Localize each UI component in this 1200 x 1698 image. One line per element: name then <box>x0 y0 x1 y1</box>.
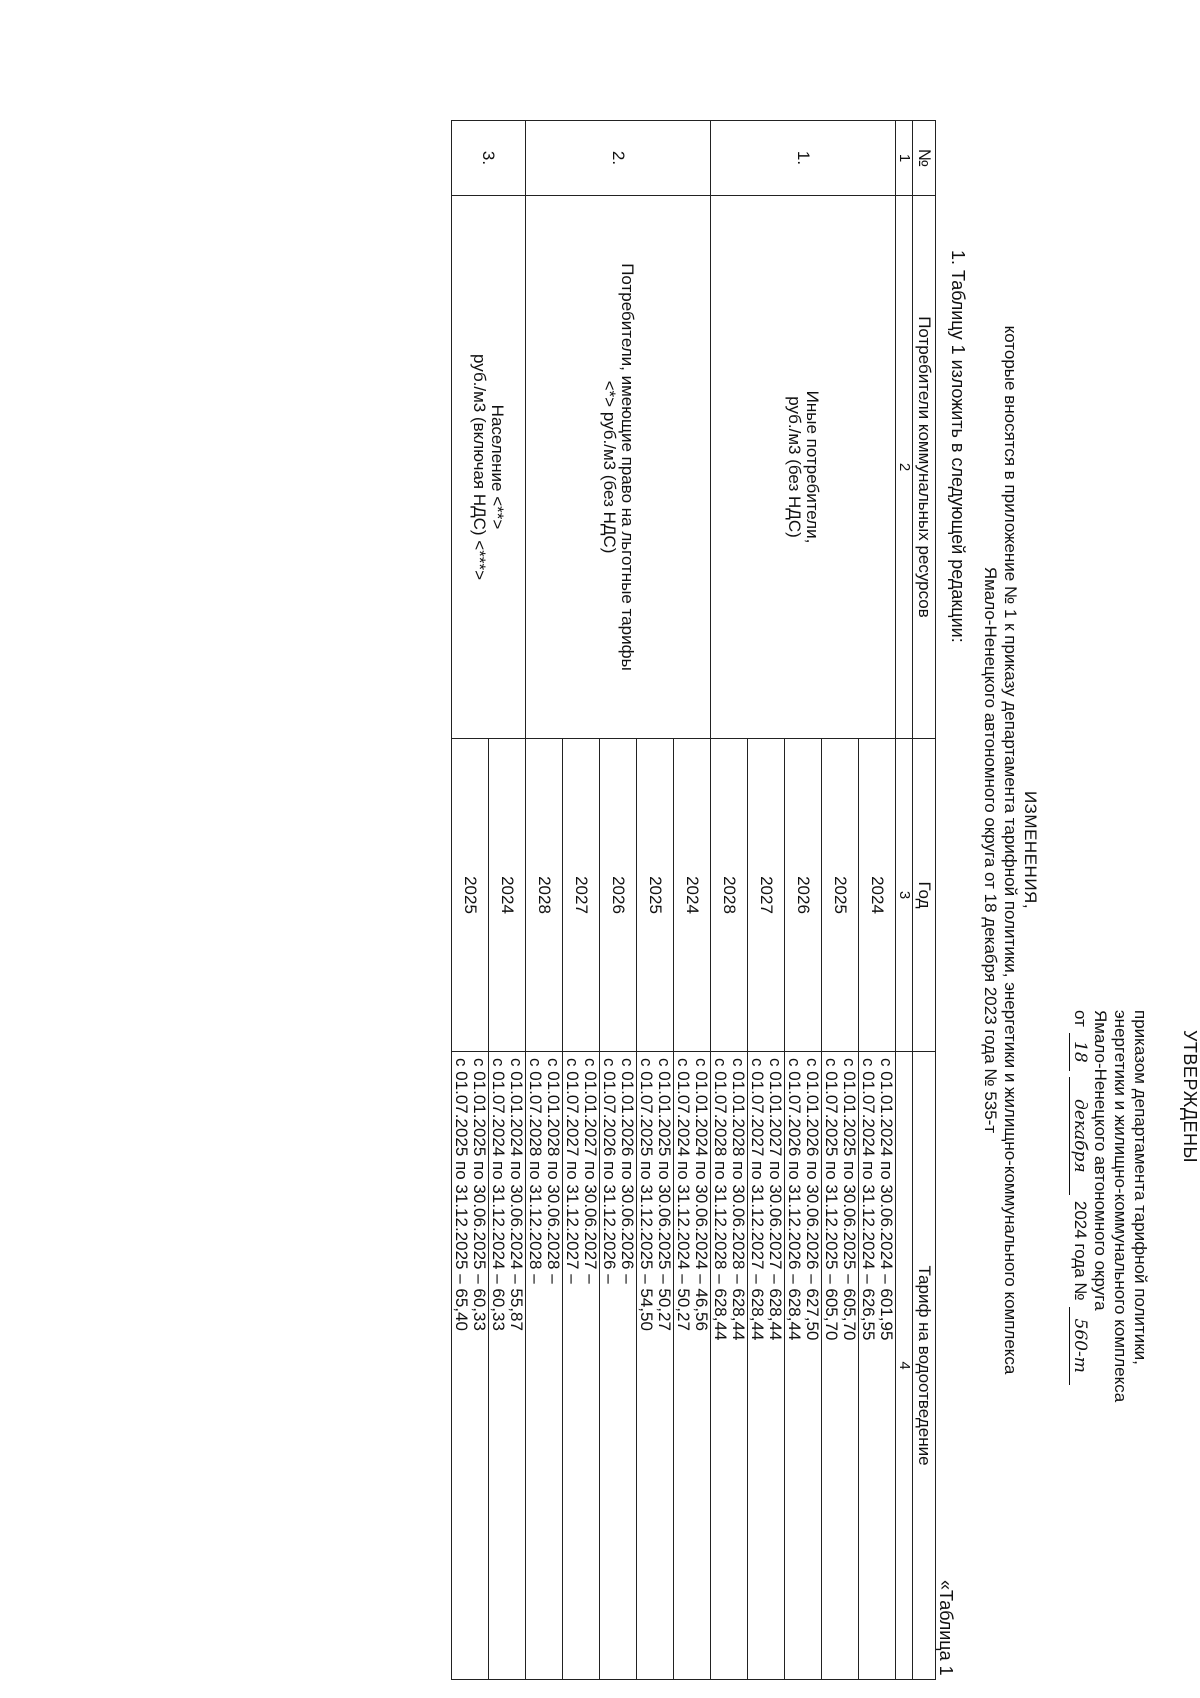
table-caption: «Таблица 1 <box>936 1580 956 1676</box>
tariff-first-half: с 01.01.2025 по 30.06.2025 – 605,70 <box>840 1058 859 1341</box>
tariff-first-half: с 01.01.2027 по 30.06.2027 – <box>581 1058 600 1284</box>
index-3: 3 <box>896 739 913 1052</box>
tariff-cell <box>600 1052 637 1680</box>
instruction-text: 1. Таблицу 1 изложить в следующей редакции: <box>948 250 968 643</box>
table-row <box>489 121 526 1680</box>
tariff-first-half: с 01.01.2028 по 30.06.2028 – 628,44 <box>729 1058 748 1341</box>
year-cell: 2025 <box>637 739 674 1052</box>
index-4: 4 <box>896 1052 913 1680</box>
tariff-cell <box>526 1052 563 1680</box>
consumer-line-2: <*> руб./м3 (без НДС) <box>600 380 619 554</box>
tariff-second-half: с 01.07.2027 по 31.12.2027 – 628,44 <box>748 1058 767 1341</box>
year-cell: 2025 <box>822 739 859 1052</box>
document-title-line-2: Ямало-Ненецкого автономного округа от 18 декабря 2023 года № 535-т <box>981 566 1000 1134</box>
approval-day-handwritten: 18 <box>1069 1033 1090 1071</box>
tariff-cell <box>637 1052 674 1680</box>
consumer-cell <box>526 196 711 739</box>
year-cell: 2027 <box>563 739 600 1052</box>
tariff-cell <box>563 1052 600 1680</box>
document-title-line-1: которые вносятся в приложение № 1 к приказу департамента тарифной политики, энергетики и жилищно-коммунального комплекса <box>1001 325 1020 1375</box>
year-cell: 2028 <box>526 739 563 1052</box>
tariff-first-half: с 01.01.2028 по 30.06.2028 – <box>544 1058 563 1284</box>
consumer-line-1: Население <**> <box>488 404 508 530</box>
tariff-second-half: с 01.07.2024 по 31.12.2024 – 50,27 <box>674 1058 693 1331</box>
index-2: 2 <box>896 196 913 739</box>
consumer-line-2: руб./м3 (без НДС) <box>785 396 804 538</box>
approval-line-1: приказом департамента тарифной политики, <box>1131 1010 1150 1365</box>
tariff-cell <box>822 1052 859 1680</box>
year-cell: 2026 <box>785 739 822 1052</box>
tariff-cell <box>674 1052 711 1680</box>
header-year: Год <box>913 739 936 1052</box>
header-tariff: Тариф на водоотведение <box>913 1052 936 1680</box>
tariff-second-half: с 01.07.2024 по 31.12.2024 – 626,55 <box>859 1058 878 1341</box>
row-number: 3. <box>452 121 526 196</box>
year-cell: 2027 <box>748 739 785 1052</box>
year-cell: 2024 <box>674 739 711 1052</box>
index-1: 1 <box>896 121 913 196</box>
approval-block <box>1069 1010 1170 1570</box>
approval-date-line <box>1069 1010 1090 1570</box>
tariff-first-half: с 01.01.2027 по 30.06.2027 – 628,44 <box>766 1058 785 1341</box>
tariff-first-half: с 01.01.2025 по 30.06.2025 – 50,27 <box>655 1058 674 1331</box>
year-cell: 2024 <box>489 739 526 1052</box>
header-consumer: Потребители коммунальных ресурсов <box>913 196 936 739</box>
tariff-cell <box>452 1052 489 1680</box>
document-title-block <box>980 80 1040 1620</box>
consumer-cell <box>711 196 896 739</box>
tariff-second-half: с 01.07.2025 по 31.12.2025 – 54,50 <box>637 1058 656 1331</box>
tariff-first-half: с 01.01.2024 по 30.06.2024 – 55,87 <box>507 1058 526 1331</box>
tariff-first-half: с 01.01.2026 по 30.06.2026 – 627,50 <box>803 1058 822 1341</box>
header-num: № <box>913 121 936 196</box>
tariff-first-half: с 01.01.2024 по 30.06.2024 – 46,56 <box>692 1058 711 1331</box>
tariff-first-half: с 01.01.2026 по 30.06.2026 – <box>618 1058 637 1284</box>
table-index-row <box>896 121 913 1680</box>
tariff-second-half: с 01.07.2025 по 31.12.2025 – 605,70 <box>822 1058 841 1341</box>
table-row <box>674 121 711 1680</box>
year-cell: 2024 <box>859 739 896 1052</box>
approval-line-3: Ямало-Ненецкого автономного округа <box>1091 1010 1110 1311</box>
consumer-line-2: руб./м3 (включая НДС) <***> <box>470 353 490 580</box>
approval-heading: УТВЕРЖДЕНЫ <box>1180 1030 1200 1163</box>
row-number: 1. <box>711 121 896 196</box>
tariff-table <box>451 120 936 1680</box>
year-cell: 2026 <box>600 739 637 1052</box>
tariff-cell <box>489 1052 526 1680</box>
consumer-line-1: Потребители, имеющие право на льготные тарифы <box>618 263 637 671</box>
approval-year-label: 2024 года № <box>1071 1200 1090 1301</box>
tariff-second-half: с 01.07.2024 по 31.12.2024 – 60,33 <box>489 1058 508 1331</box>
tariff-cell <box>859 1052 896 1680</box>
tariff-second-half: с 01.07.2026 по 31.12.2026 – 628,44 <box>785 1058 804 1341</box>
approval-from-label: от <box>1071 1010 1090 1027</box>
tariff-cell <box>785 1052 822 1680</box>
document-title: ИЗМЕНЕНИЯ, <box>1021 790 1040 910</box>
tariff-first-half: с 01.01.2025 по 30.06.2025 – 60,33 <box>470 1058 489 1331</box>
approval-month-handwritten: декабря <box>1069 1077 1090 1195</box>
consumer-line-1: Иные потребители, <box>803 390 822 544</box>
year-cell: 2028 <box>711 739 748 1052</box>
approval-line-2: энергетики и жилищно-коммунального комплекса <box>1111 1010 1130 1403</box>
table-header-row <box>913 121 936 1680</box>
tariff-second-half: с 01.07.2027 по 31.12.2027 – <box>563 1058 582 1284</box>
approval-number-handwritten: 560-т <box>1069 1307 1090 1385</box>
tariff-cell <box>748 1052 785 1680</box>
tariff-cell <box>711 1052 748 1680</box>
year-cell: 2025 <box>452 739 489 1052</box>
tariff-first-half: с 01.01.2024 по 30.06.2024 – 601,95 <box>877 1058 896 1341</box>
tariff-second-half: с 01.07.2028 по 31.12.2028 – 628,44 <box>711 1058 730 1341</box>
row-number: 2. <box>526 121 711 196</box>
tariff-second-half: с 01.07.2025 по 31.12.2025 – 65,40 <box>452 1058 471 1331</box>
tariff-second-half: с 01.07.2026 по 31.12.2026 – <box>600 1058 619 1284</box>
consumer-cell <box>452 196 526 739</box>
tariff-second-half: с 01.07.2028 по 31.12.2028 – <box>526 1058 545 1284</box>
table-row <box>859 121 896 1680</box>
